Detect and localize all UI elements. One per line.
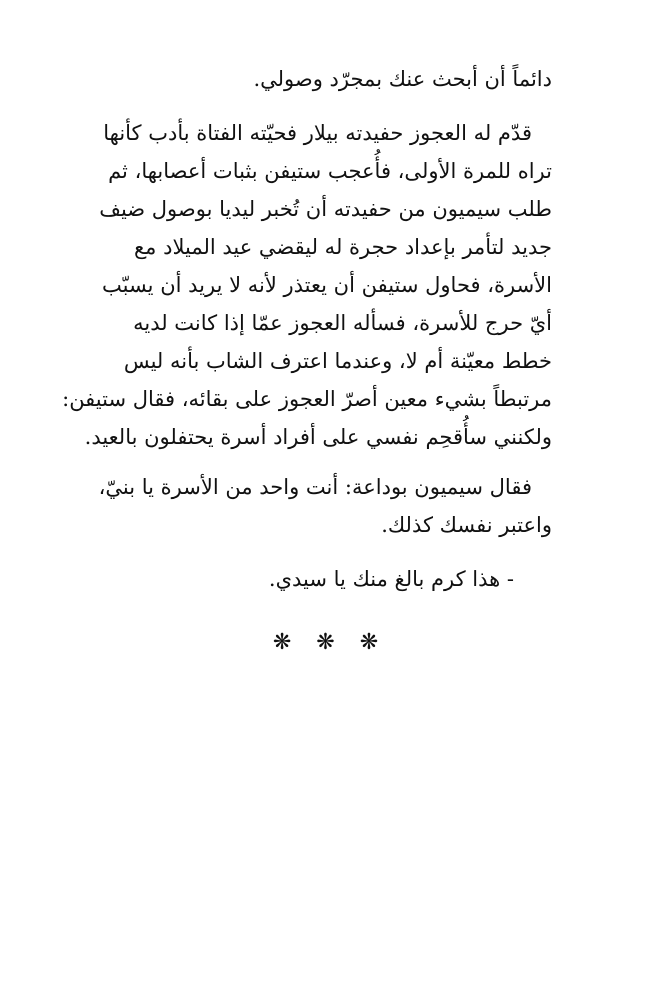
- body-text: [62, 60, 552, 598]
- text-line: ولكنني سأُقحِم نفسي على أفراد أسرة يحتفلون بالعيد.: [84, 425, 552, 449]
- text-line: تراه للمرة الأولى، فأُعجب ستيفن بثبات أعصابها، ثم: [108, 159, 552, 183]
- text-line: جديد لتأمر بإعداد حجرة له ليقضي عيد الميلاد مع: [134, 235, 552, 259]
- text-line: مرتبطاً بشيء معين أصرّ العجوز على بقائه، فقال ستيفن:: [62, 387, 552, 411]
- paragraph-4-dialogue: [102, 560, 552, 598]
- text-line: واعتبر نفسك كذلك.: [381, 513, 552, 537]
- section-separator: [0, 630, 651, 655]
- text-line: الأسرة، فحاول ستيفن أن يعتذر لأنه لا يريد أن يسبّب: [101, 273, 552, 297]
- paragraph-1: [102, 60, 552, 98]
- asterism-star-icon: ❋: [359, 630, 379, 655]
- asterism-star-icon: ❋: [272, 630, 292, 655]
- text-line: أيّ حرج للأسرة، فسأله العجوز عمّا إذا كانت لديه: [133, 311, 552, 335]
- text-line: فقال سيميون بوداعة: أنت واحد من الأسرة يا بنيّ،: [98, 475, 532, 499]
- asterism-star-icon: ❋: [316, 630, 335, 655]
- paragraph-2: [62, 114, 552, 456]
- text-line: خطط معيّنة أم لا، وعندما اعترف الشاب بأنه ليس: [123, 349, 552, 373]
- text-line: دائماً أن أبحث عنك بمجرّد وصولي.: [253, 67, 552, 91]
- text-line: قدّم له العجوز حفيدته بيلار فحيّته الفتاة بأدب كأنها: [103, 121, 532, 145]
- text-line: طلب سيميون من حفيدته أن تُخبر ليديا بوصول ضيف: [99, 197, 552, 221]
- text-line: - هذا كرم بالغ منك يا سيدي.: [268, 567, 514, 591]
- paragraph-3: [98, 468, 552, 544]
